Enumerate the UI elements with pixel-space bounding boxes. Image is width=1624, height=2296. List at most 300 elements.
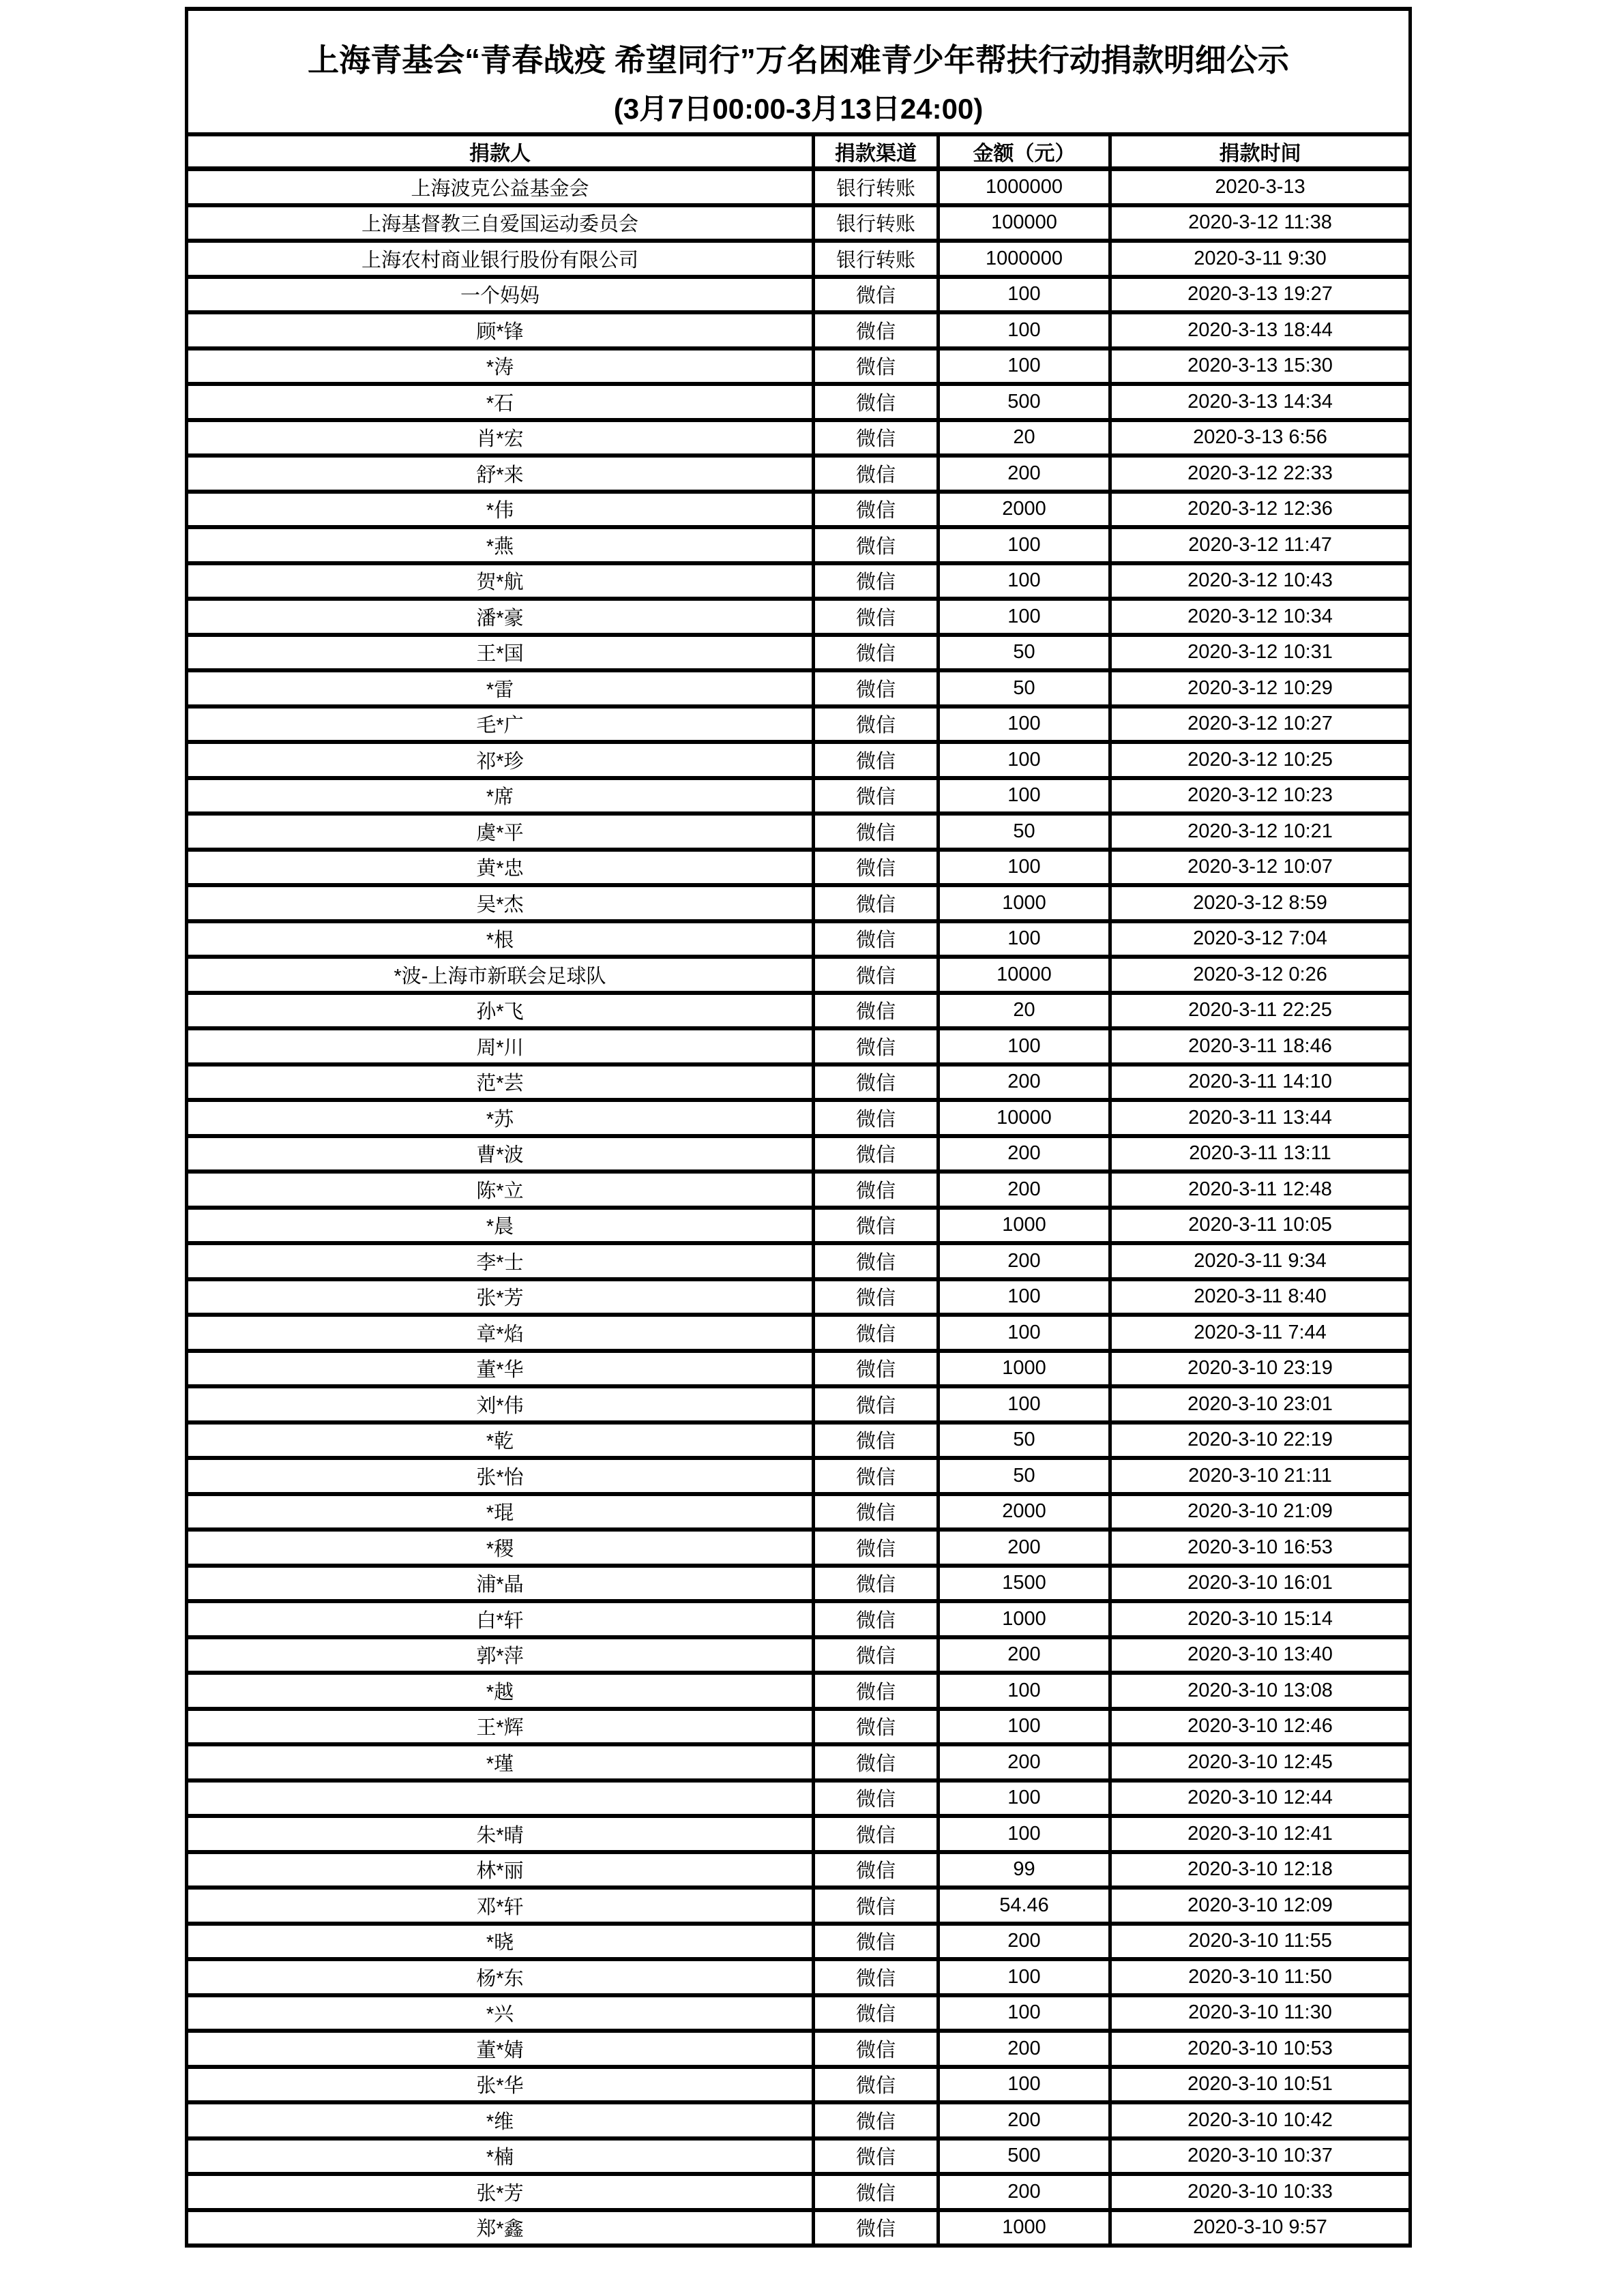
amount-cell: 100 — [939, 850, 1110, 886]
table-row — [187, 814, 1411, 850]
channel-cell: 微信 — [814, 348, 939, 385]
time-cell: 2020-3-11 12:48 — [1110, 1172, 1411, 1208]
table-row — [187, 1458, 1411, 1494]
channel-cell: 微信 — [814, 706, 939, 743]
amount-cell: 1000000 — [939, 169, 1110, 205]
amount-cell: 100 — [939, 527, 1110, 563]
donor-cell: 陈*立 — [187, 1172, 814, 1208]
channel-cell: 微信 — [814, 1816, 939, 1852]
channel-cell: 微信 — [814, 1494, 939, 1530]
time-cell: 2020-3-10 12:46 — [1110, 1709, 1411, 1745]
column-header-donor: 捐款人 — [187, 134, 814, 169]
table-row — [187, 1136, 1411, 1172]
amount-cell: 100 — [939, 921, 1110, 957]
time-cell: 2020-3-11 22:25 — [1110, 993, 1411, 1029]
donor-cell: 贺*航 — [187, 563, 814, 599]
donor-cell: 虞*平 — [187, 814, 814, 850]
amount-cell: 1000 — [939, 1601, 1110, 1637]
time-cell: 2020-3-12 10:29 — [1110, 670, 1411, 706]
donor-cell: *维 — [187, 2102, 814, 2138]
channel-cell: 微信 — [814, 2210, 939, 2246]
table-row — [187, 1315, 1411, 1351]
channel-cell: 银行转账 — [814, 205, 939, 241]
table-row — [187, 1064, 1411, 1101]
channel-cell: 微信 — [814, 312, 939, 348]
channel-cell: 微信 — [814, 1852, 939, 1888]
donor-cell: *燕 — [187, 527, 814, 563]
donor-cell: 董*华 — [187, 1351, 814, 1387]
channel-cell: 微信 — [814, 2138, 939, 2175]
channel-cell: 银行转账 — [814, 169, 939, 205]
channel-cell: 微信 — [814, 1028, 939, 1064]
time-cell: 2020-3-13 14:34 — [1110, 384, 1411, 420]
donor-cell: 张*怡 — [187, 1458, 814, 1494]
donor-cell: 张*芳 — [187, 1279, 814, 1315]
table-row — [187, 1744, 1411, 1780]
table-row — [187, 885, 1411, 921]
amount-cell: 200 — [939, 1530, 1110, 1566]
table-row — [187, 742, 1411, 778]
donor-cell: *越 — [187, 1673, 814, 1709]
amount-cell: 100 — [939, 742, 1110, 778]
table-row — [187, 205, 1411, 241]
table-row — [187, 1208, 1411, 1244]
table-row — [187, 850, 1411, 886]
amount-cell: 100 — [939, 1315, 1110, 1351]
time-cell: 2020-3-12 10:34 — [1110, 599, 1411, 635]
amount-cell: 200 — [939, 1064, 1110, 1101]
page-title: 上海青基会“青春战疫 希望同行”万名困难青少年帮扶行动捐款明细公示 — [308, 42, 1289, 78]
time-cell: 2020-3-13 — [1110, 169, 1411, 205]
channel-cell: 微信 — [814, 814, 939, 850]
table-row — [187, 420, 1411, 456]
amount-cell: 100 — [939, 312, 1110, 348]
channel-cell: 微信 — [814, 1386, 939, 1422]
donor-cell: 张*芳 — [187, 2174, 814, 2210]
donor-cell: 郑*鑫 — [187, 2210, 814, 2246]
amount-cell: 200 — [939, 1136, 1110, 1172]
table-row — [187, 2138, 1411, 2175]
amount-cell: 200 — [939, 1924, 1110, 1960]
amount-cell: 1000 — [939, 1351, 1110, 1387]
table-row — [187, 1351, 1411, 1387]
channel-cell: 微信 — [814, 957, 939, 993]
amount-cell: 1000000 — [939, 241, 1110, 277]
donor-cell: 刘*伟 — [187, 1386, 814, 1422]
channel-cell: 微信 — [814, 1172, 939, 1208]
table-row — [187, 241, 1411, 277]
time-cell: 2020-3-13 18:44 — [1110, 312, 1411, 348]
column-header-channel: 捐款渠道 — [814, 134, 939, 169]
channel-cell: 微信 — [814, 1243, 939, 1279]
channel-cell: 微信 — [814, 1673, 939, 1709]
amount-cell: 100 — [939, 348, 1110, 385]
table-row — [187, 635, 1411, 671]
amount-cell: 100 — [939, 563, 1110, 599]
table-row — [187, 1852, 1411, 1888]
channel-cell: 微信 — [814, 1744, 939, 1780]
table-row — [187, 312, 1411, 348]
amount-cell: 50 — [939, 635, 1110, 671]
channel-cell: 微信 — [814, 1601, 939, 1637]
amount-cell: 100 — [939, 1995, 1110, 2031]
amount-cell: 100 — [939, 1673, 1110, 1709]
time-cell: 2020-3-12 7:04 — [1110, 921, 1411, 957]
table-row — [187, 921, 1411, 957]
donor-cell: 肖*宏 — [187, 420, 814, 456]
table-row — [187, 1172, 1411, 1208]
time-cell: 2020-3-10 23:01 — [1110, 1386, 1411, 1422]
time-cell: 2020-3-13 15:30 — [1110, 348, 1411, 385]
time-cell: 2020-3-11 14:10 — [1110, 1064, 1411, 1101]
table-row — [187, 492, 1411, 528]
amount-cell: 99 — [939, 1852, 1110, 1888]
table-row — [187, 778, 1411, 814]
channel-cell: 微信 — [814, 456, 939, 492]
time-cell: 2020-3-11 9:30 — [1110, 241, 1411, 277]
table-row — [187, 670, 1411, 706]
amount-cell: 100000 — [939, 205, 1110, 241]
channel-cell: 微信 — [814, 993, 939, 1029]
amount-cell: 100 — [939, 1386, 1110, 1422]
channel-cell: 银行转账 — [814, 241, 939, 277]
time-cell: 2020-3-10 12:41 — [1110, 1816, 1411, 1852]
amount-cell: 10000 — [939, 1100, 1110, 1136]
table-body — [187, 169, 1411, 2246]
amount-cell: 100 — [939, 1816, 1110, 1852]
channel-cell: 微信 — [814, 492, 939, 528]
channel-cell: 微信 — [814, 599, 939, 635]
donor-cell: *瑾 — [187, 1744, 814, 1780]
amount-cell: 50 — [939, 814, 1110, 850]
donor-cell: 毛*广 — [187, 706, 814, 743]
donor-cell: 浦*晶 — [187, 1566, 814, 1602]
table-row — [187, 993, 1411, 1029]
time-cell: 2020-3-10 23:19 — [1110, 1351, 1411, 1387]
table-row — [187, 2031, 1411, 2067]
amount-cell: 20 — [939, 993, 1110, 1029]
amount-cell: 50 — [939, 670, 1110, 706]
channel-cell: 微信 — [814, 1530, 939, 1566]
donor-cell: 周*川 — [187, 1028, 814, 1064]
amount-cell: 500 — [939, 384, 1110, 420]
donor-cell: *苏 — [187, 1100, 814, 1136]
table-row — [187, 169, 1411, 205]
table-row — [187, 1637, 1411, 1673]
donor-cell: *晨 — [187, 1208, 814, 1244]
donor-cell: 祁*珍 — [187, 742, 814, 778]
amount-cell: 200 — [939, 1243, 1110, 1279]
table-row — [187, 384, 1411, 420]
table-row — [187, 2210, 1411, 2246]
amount-cell: 200 — [939, 1744, 1110, 1780]
page-subtitle: (3月7日00:00-3月13日24:00) — [613, 93, 984, 125]
time-cell: 2020-3-12 10:23 — [1110, 778, 1411, 814]
channel-cell: 微信 — [814, 885, 939, 921]
column-header-time: 捐款时间 — [1110, 134, 1411, 169]
channel-cell: 微信 — [814, 778, 939, 814]
donor-cell: *兴 — [187, 1995, 814, 2031]
table-row — [187, 957, 1411, 993]
donor-cell: 白*轩 — [187, 1601, 814, 1637]
time-cell: 2020-3-10 11:50 — [1110, 1959, 1411, 1995]
channel-cell: 微信 — [814, 1995, 939, 2031]
time-cell: 2020-3-10 10:42 — [1110, 2102, 1411, 2138]
amount-cell: 200 — [939, 1172, 1110, 1208]
time-cell: 2020-3-10 12:18 — [1110, 1852, 1411, 1888]
time-cell: 2020-3-10 21:11 — [1110, 1458, 1411, 1494]
channel-cell: 微信 — [814, 2067, 939, 2103]
donor-cell: 朱*晴 — [187, 1816, 814, 1852]
donor-cell: *稷 — [187, 1530, 814, 1566]
header-row — [187, 134, 1411, 169]
table-row — [187, 456, 1411, 492]
table-row — [187, 1566, 1411, 1602]
amount-cell: 100 — [939, 1780, 1110, 1817]
time-cell: 2020-3-10 16:01 — [1110, 1566, 1411, 1602]
amount-cell: 50 — [939, 1422, 1110, 1459]
table-row — [187, 1709, 1411, 1745]
channel-cell: 微信 — [814, 1458, 939, 1494]
donor-cell: 顾*锋 — [187, 312, 814, 348]
document-sheet — [185, 7, 1408, 2248]
donor-cell: 邓*轩 — [187, 1888, 814, 1924]
amount-cell: 100 — [939, 2067, 1110, 2103]
amount-cell: 1000 — [939, 2210, 1110, 2246]
time-cell: 2020-3-11 8:40 — [1110, 1279, 1411, 1315]
table-row — [187, 1243, 1411, 1279]
channel-cell: 微信 — [814, 1566, 939, 1602]
donor-cell: 孙*飞 — [187, 993, 814, 1029]
channel-cell: 微信 — [814, 1637, 939, 1673]
donor-cell: 曹*波 — [187, 1136, 814, 1172]
amount-cell: 100 — [939, 1028, 1110, 1064]
donor-cell: 张*华 — [187, 2067, 814, 2103]
time-cell: 2020-3-13 19:27 — [1110, 277, 1411, 313]
table-row — [187, 1422, 1411, 1459]
table-row — [187, 563, 1411, 599]
amount-cell: 10000 — [939, 957, 1110, 993]
amount-cell: 100 — [939, 778, 1110, 814]
amount-cell: 100 — [939, 599, 1110, 635]
donor-cell: *琨 — [187, 1494, 814, 1530]
donor-cell: 黄*忠 — [187, 850, 814, 886]
table-row — [187, 1530, 1411, 1566]
table-row — [187, 2067, 1411, 2103]
amount-cell: 54.46 — [939, 1888, 1110, 1924]
time-cell: 2020-3-11 18:46 — [1110, 1028, 1411, 1064]
table-row — [187, 1816, 1411, 1852]
donor-cell: *雷 — [187, 670, 814, 706]
donor-cell: 章*焰 — [187, 1315, 814, 1351]
channel-cell: 微信 — [814, 1422, 939, 1459]
table-row — [187, 1100, 1411, 1136]
time-cell: 2020-3-12 10:27 — [1110, 706, 1411, 743]
table-row — [187, 2102, 1411, 2138]
table-row — [187, 1959, 1411, 1995]
channel-cell: 微信 — [814, 2102, 939, 2138]
donor-cell: 王*国 — [187, 635, 814, 671]
time-cell: 2020-3-11 10:05 — [1110, 1208, 1411, 1244]
time-cell: 2020-3-10 15:14 — [1110, 1601, 1411, 1637]
channel-cell: 微信 — [814, 1136, 939, 1172]
time-cell: 2020-3-10 13:08 — [1110, 1673, 1411, 1709]
time-cell: 2020-3-13 6:56 — [1110, 420, 1411, 456]
time-cell: 2020-3-10 22:19 — [1110, 1422, 1411, 1459]
donor-cell: 范*芸 — [187, 1064, 814, 1101]
time-cell: 2020-3-12 11:47 — [1110, 527, 1411, 563]
channel-cell: 微信 — [814, 563, 939, 599]
time-cell: 2020-3-10 21:09 — [1110, 1494, 1411, 1530]
time-cell: 2020-3-10 16:53 — [1110, 1530, 1411, 1566]
donor-cell: 一个妈妈 — [187, 277, 814, 313]
amount-cell: 100 — [939, 1709, 1110, 1745]
time-cell: 2020-3-10 10:53 — [1110, 2031, 1411, 2067]
amount-cell: 200 — [939, 2031, 1110, 2067]
time-cell: 2020-3-11 13:11 — [1110, 1136, 1411, 1172]
channel-cell: 微信 — [814, 1351, 939, 1387]
table-row — [187, 706, 1411, 743]
column-header-amount: 金额（元） — [939, 134, 1110, 169]
amount-cell: 200 — [939, 456, 1110, 492]
donor-cell: *席 — [187, 778, 814, 814]
table-row — [187, 1673, 1411, 1709]
donor-cell — [187, 1780, 814, 1817]
channel-cell: 微信 — [814, 1924, 939, 1960]
channel-cell: 微信 — [814, 2174, 939, 2210]
donor-cell: 董*婧 — [187, 2031, 814, 2067]
donor-cell: 李*士 — [187, 1243, 814, 1279]
time-cell: 2020-3-10 11:55 — [1110, 1924, 1411, 1960]
time-cell: 2020-3-12 10:21 — [1110, 814, 1411, 850]
amount-cell: 100 — [939, 706, 1110, 743]
table-row — [187, 2174, 1411, 2210]
time-cell: 2020-3-11 13:44 — [1110, 1100, 1411, 1136]
donor-cell: 杨*东 — [187, 1959, 814, 1995]
table-row — [187, 1780, 1411, 1817]
donation-table — [185, 7, 1412, 2248]
donor-cell: *波-上海市新联会足球队 — [187, 957, 814, 993]
amount-cell: 20 — [939, 420, 1110, 456]
time-cell: 2020-3-12 8:59 — [1110, 885, 1411, 921]
donor-cell: *涛 — [187, 348, 814, 385]
channel-cell: 微信 — [814, 1315, 939, 1351]
amount-cell: 2000 — [939, 1494, 1110, 1530]
time-cell: 2020-3-12 10:43 — [1110, 563, 1411, 599]
donor-cell: 舒*来 — [187, 456, 814, 492]
channel-cell: 微信 — [814, 527, 939, 563]
channel-cell: 微信 — [814, 277, 939, 313]
donor-cell: 潘*豪 — [187, 599, 814, 635]
time-cell: 2020-3-10 12:44 — [1110, 1780, 1411, 1817]
channel-cell: 微信 — [814, 1208, 939, 1244]
table-row — [187, 1028, 1411, 1064]
channel-cell: 微信 — [814, 1709, 939, 1745]
donor-cell: 林*丽 — [187, 1852, 814, 1888]
table-row — [187, 1601, 1411, 1637]
time-cell: 2020-3-10 11:30 — [1110, 1995, 1411, 2031]
time-cell: 2020-3-10 12:45 — [1110, 1744, 1411, 1780]
title-row — [187, 9, 1411, 134]
donor-cell: *楠 — [187, 2138, 814, 2175]
donor-cell: 上海波克公益基金会 — [187, 169, 814, 205]
time-cell: 2020-3-12 11:38 — [1110, 205, 1411, 241]
channel-cell: 微信 — [814, 1959, 939, 1995]
time-cell: 2020-3-12 12:36 — [1110, 492, 1411, 528]
channel-cell: 微信 — [814, 420, 939, 456]
time-cell: 2020-3-10 10:33 — [1110, 2174, 1411, 2210]
channel-cell: 微信 — [814, 850, 939, 886]
channel-cell: 微信 — [814, 635, 939, 671]
time-cell: 2020-3-11 7:44 — [1110, 1315, 1411, 1351]
time-cell: 2020-3-12 0:26 — [1110, 957, 1411, 993]
time-cell: 2020-3-12 22:33 — [1110, 456, 1411, 492]
table-row — [187, 1279, 1411, 1315]
table-row — [187, 599, 1411, 635]
amount-cell: 50 — [939, 1458, 1110, 1494]
amount-cell: 100 — [939, 277, 1110, 313]
table-row — [187, 1888, 1411, 1924]
time-cell: 2020-3-12 10:25 — [1110, 742, 1411, 778]
amount-cell: 200 — [939, 1637, 1110, 1673]
donor-cell: *根 — [187, 921, 814, 957]
channel-cell: 微信 — [814, 670, 939, 706]
donor-cell: 吴*杰 — [187, 885, 814, 921]
amount-cell: 100 — [939, 1959, 1110, 1995]
channel-cell: 微信 — [814, 2031, 939, 2067]
channel-cell: 微信 — [814, 1064, 939, 1101]
donor-cell: *石 — [187, 384, 814, 420]
donor-cell: *伟 — [187, 492, 814, 528]
table-row — [187, 1995, 1411, 2031]
time-cell: 2020-3-12 10:07 — [1110, 850, 1411, 886]
table-row — [187, 527, 1411, 563]
amount-cell: 1000 — [939, 885, 1110, 921]
time-cell: 2020-3-10 12:09 — [1110, 1888, 1411, 1924]
amount-cell: 200 — [939, 2174, 1110, 2210]
time-cell: 2020-3-10 9:57 — [1110, 2210, 1411, 2246]
time-cell: 2020-3-12 10:31 — [1110, 635, 1411, 671]
channel-cell: 微信 — [814, 1100, 939, 1136]
donor-cell: *晓 — [187, 1924, 814, 1960]
donor-cell: 上海农村商业银行股份有限公司 — [187, 241, 814, 277]
channel-cell: 微信 — [814, 1279, 939, 1315]
amount-cell: 1500 — [939, 1566, 1110, 1602]
table-row — [187, 1386, 1411, 1422]
channel-cell: 微信 — [814, 742, 939, 778]
channel-cell: 微信 — [814, 1888, 939, 1924]
amount-cell: 1000 — [939, 1208, 1110, 1244]
time-cell: 2020-3-10 10:51 — [1110, 2067, 1411, 2103]
channel-cell: 微信 — [814, 921, 939, 957]
table-row — [187, 277, 1411, 313]
table-row — [187, 1924, 1411, 1960]
title-cell — [187, 9, 1411, 134]
donor-cell: 上海基督教三自爱国运动委员会 — [187, 205, 814, 241]
table-row — [187, 348, 1411, 385]
time-cell: 2020-3-11 9:34 — [1110, 1243, 1411, 1279]
amount-cell: 2000 — [939, 492, 1110, 528]
amount-cell: 100 — [939, 1279, 1110, 1315]
amount-cell: 200 — [939, 2102, 1110, 2138]
channel-cell: 微信 — [814, 384, 939, 420]
time-cell: 2020-3-10 10:37 — [1110, 2138, 1411, 2175]
channel-cell: 微信 — [814, 1780, 939, 1817]
table-row — [187, 1494, 1411, 1530]
amount-cell: 500 — [939, 2138, 1110, 2175]
time-cell: 2020-3-10 13:40 — [1110, 1637, 1411, 1673]
donor-cell: 王*辉 — [187, 1709, 814, 1745]
